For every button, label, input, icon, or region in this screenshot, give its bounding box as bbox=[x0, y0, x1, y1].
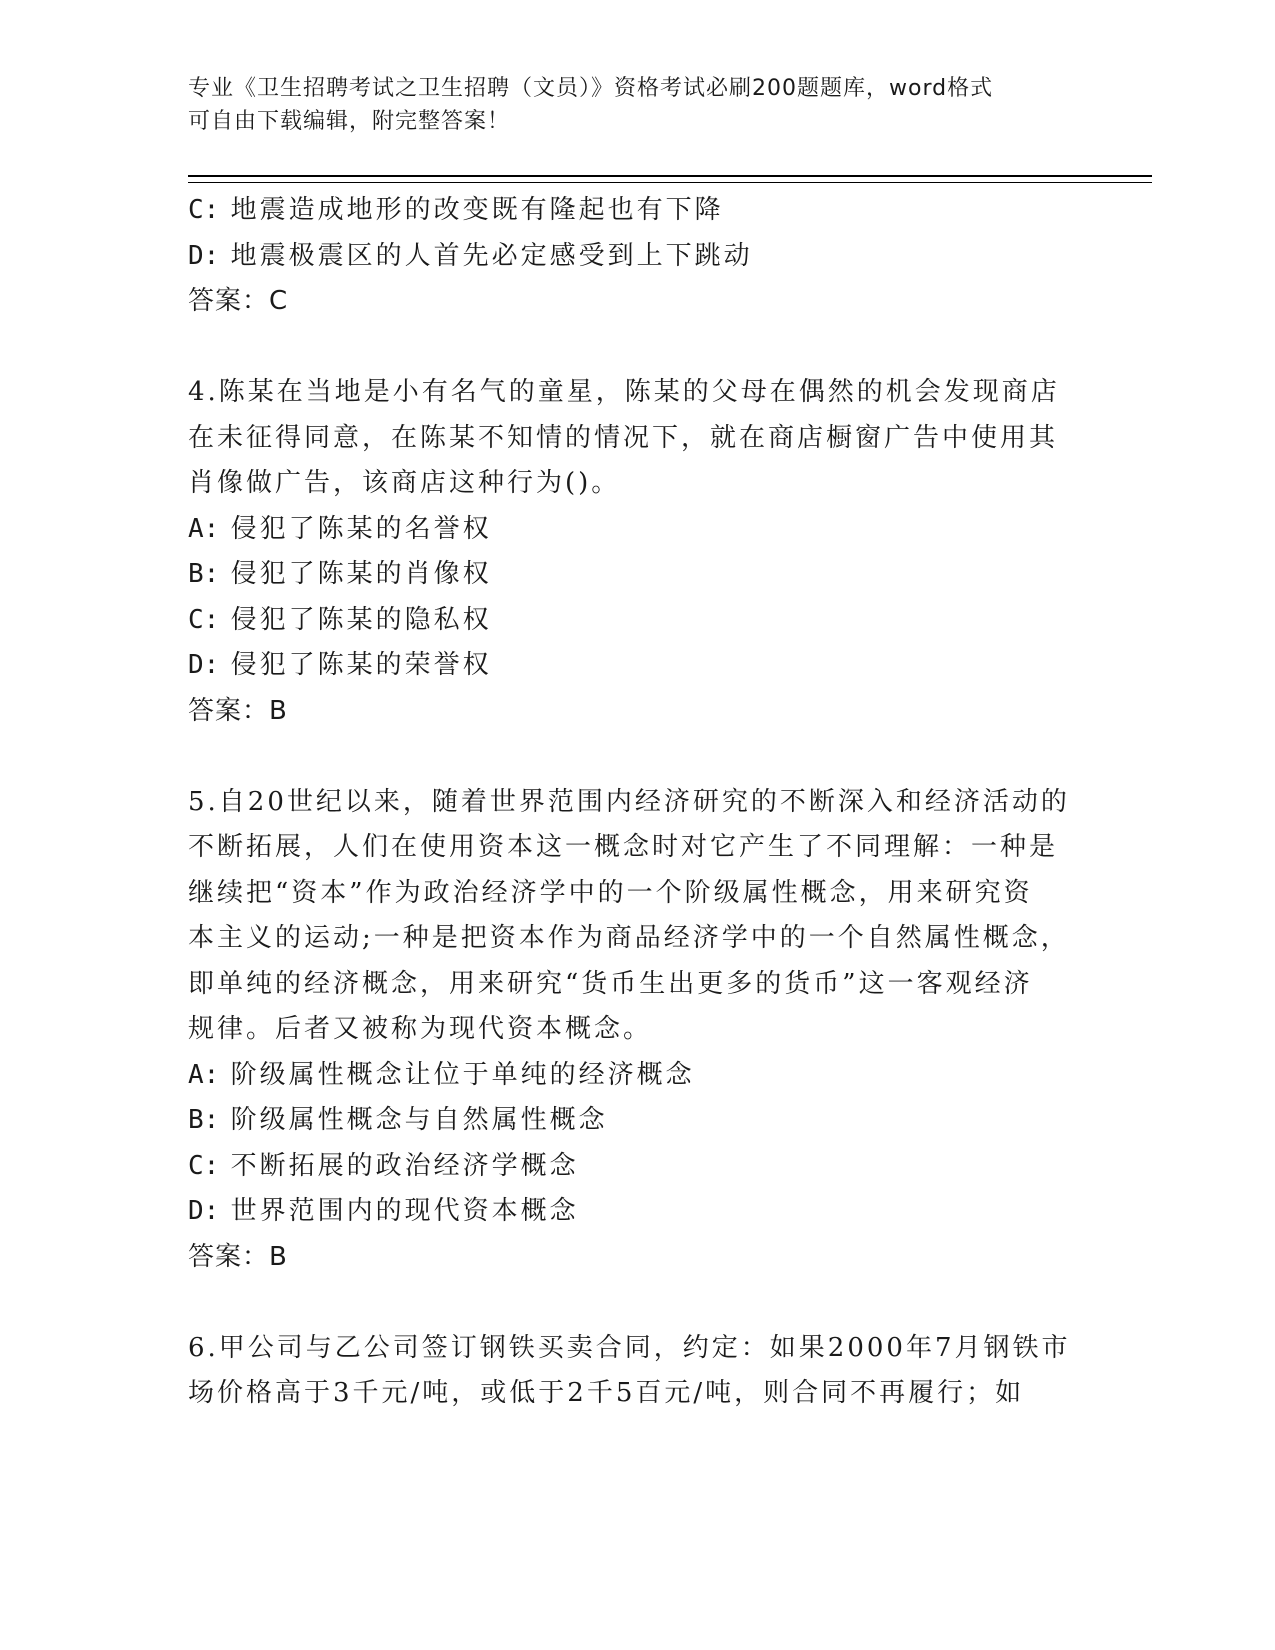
option-label: D: bbox=[188, 240, 220, 271]
option-text: 侵犯了陈某的名誉权 bbox=[230, 513, 492, 544]
option-text: 地震极震区的人首先必定感受到上下跳动 bbox=[230, 240, 753, 271]
option-text: 侵犯了陈某的肖像权 bbox=[230, 559, 492, 589]
option-label: A: bbox=[188, 1059, 220, 1090]
option-text: 阶级属性概念让位于单纯的经济概念 bbox=[230, 1059, 695, 1090]
spacer bbox=[188, 734, 1088, 780]
option-c bbox=[188, 188, 1088, 234]
option-c bbox=[188, 1144, 1088, 1190]
question-stem-line: 5.自20世纪以来，随着世界范围内经济研究的不断深入和经济活动的 bbox=[188, 786, 1070, 817]
option-b bbox=[188, 552, 1088, 598]
option-b bbox=[188, 1098, 1088, 1144]
answer-line: 答案：C bbox=[188, 286, 289, 316]
question-stem-line: 继续把“资本”作为政治经济学中的一个阶级属性概念，用来研究资 bbox=[188, 877, 1033, 908]
answer-line: 答案：B bbox=[188, 1241, 288, 1272]
question-stem-line: 6.甲公司与乙公司签订钢铁买卖合同，约定：如果2000年7月钢铁市 bbox=[188, 1332, 1071, 1363]
option-text: 阶级属性概念与自然属性概念 bbox=[230, 1105, 608, 1135]
question-4 bbox=[188, 370, 1088, 734]
option-label: C: bbox=[188, 1150, 220, 1181]
document-body bbox=[188, 188, 1088, 1417]
option-label: C: bbox=[188, 604, 220, 635]
spacer bbox=[188, 1280, 1088, 1326]
option-text: 不断拓展的政治经济学概念 bbox=[230, 1150, 579, 1181]
answer-line: 答案：B bbox=[188, 695, 288, 726]
option-c bbox=[188, 598, 1088, 644]
question-stem-line: 不断拓展，人们在使用资本这一概念时对它产生了不同理解：一种是 bbox=[188, 832, 1059, 862]
option-a bbox=[188, 507, 1088, 553]
question-3 bbox=[188, 188, 1088, 325]
question-5 bbox=[188, 780, 1088, 1281]
option-a bbox=[188, 1053, 1088, 1099]
header-line-2: 可自由下载编辑，附完整答案！ bbox=[188, 109, 511, 134]
option-label: B: bbox=[188, 1105, 220, 1135]
option-label: D: bbox=[188, 1196, 220, 1226]
header-line-1: 专业《卫生招聘考试之卫生招聘（文员）》资格考试必刷200题题库，word格式 bbox=[188, 76, 994, 101]
header-rule-thin bbox=[188, 182, 1152, 183]
option-label: D: bbox=[188, 650, 220, 680]
option-text: 世界范围内的现代资本概念 bbox=[230, 1196, 579, 1226]
question-stem-line: 肖像做广告，该商店这种行为()。 bbox=[188, 468, 621, 498]
question-stem-line: 4.陈某在当地是小有名气的童星，陈某的父母在偶然的机会发现商店 bbox=[188, 377, 1060, 407]
option-text: 侵犯了陈某的隐私权 bbox=[230, 604, 492, 635]
option-d bbox=[188, 1189, 1088, 1235]
question-stem-line: 在未征得同意，在陈某不知情的情况下，就在商店橱窗广告中使用其 bbox=[188, 422, 1059, 453]
spacer bbox=[188, 325, 1088, 371]
option-label: A: bbox=[188, 513, 220, 544]
option-label: C: bbox=[188, 195, 220, 225]
question-stem-line: 本主义的运动;一种是把资本作为商品经济学中的一个自然属性概念， bbox=[188, 923, 1070, 953]
question-6 bbox=[188, 1326, 1088, 1417]
question-stem-line: 场价格高于3千元/吨，或低于2千5百元/吨，则合同不再履行；如 bbox=[188, 1378, 1025, 1408]
option-text: 地震造成地形的改变既有隆起也有下降 bbox=[230, 195, 724, 225]
option-label: B: bbox=[188, 559, 220, 589]
question-stem-line: 规律。后者又被称为现代资本概念。 bbox=[188, 1014, 653, 1044]
header-rule-thick bbox=[188, 175, 1152, 177]
option-d bbox=[188, 643, 1088, 689]
option-d bbox=[188, 234, 1088, 280]
option-text: 侵犯了陈某的荣誉权 bbox=[230, 650, 492, 680]
document-header bbox=[188, 72, 1088, 138]
question-stem-line: 即单纯的经济概念，用来研究“货币生出更多的货币”这一客观经济 bbox=[188, 968, 1033, 999]
